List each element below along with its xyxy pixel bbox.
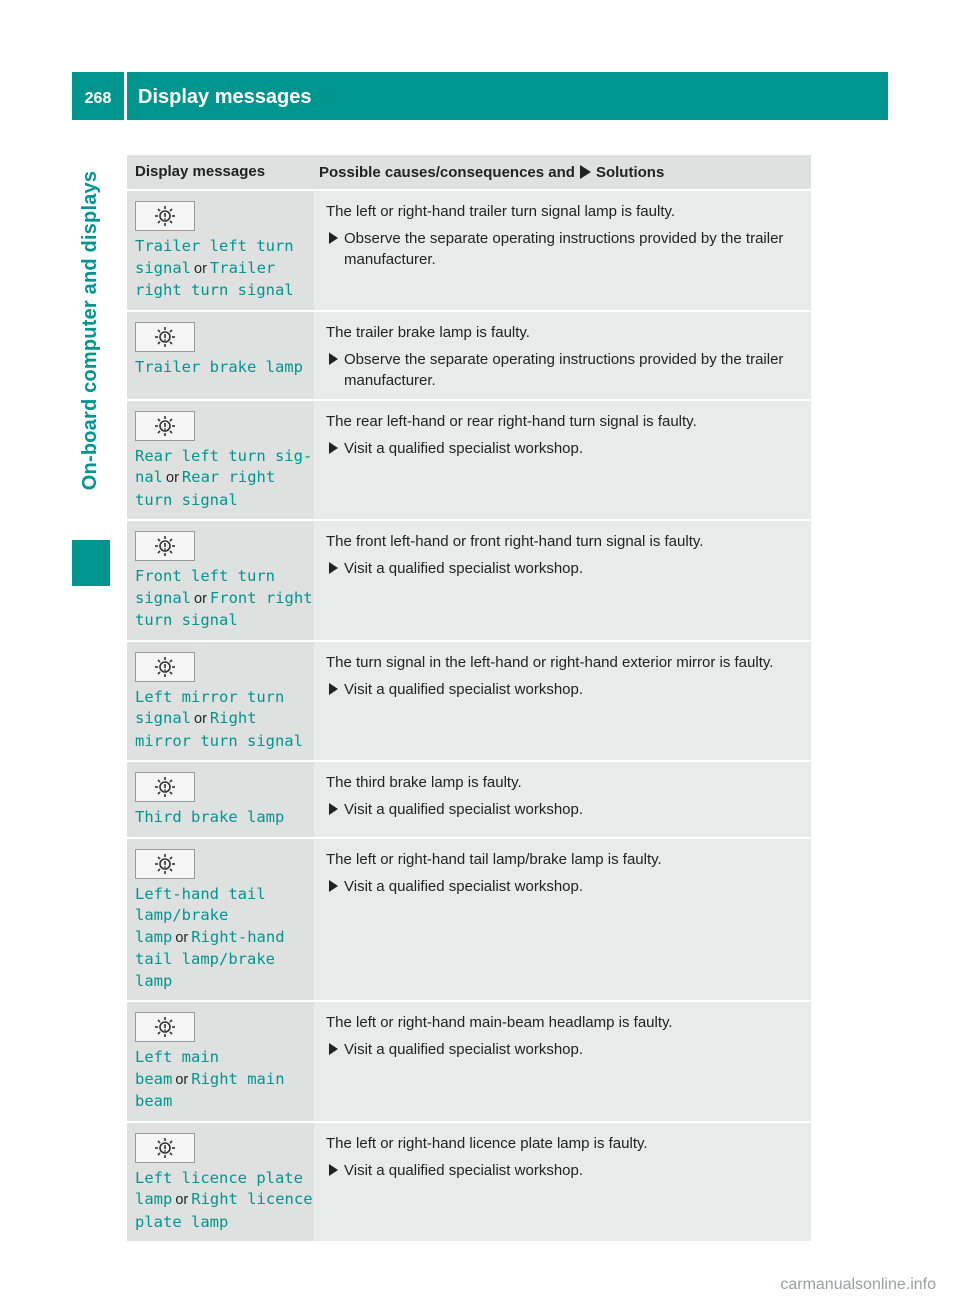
display-messages-table xyxy=(127,155,811,1241)
table-row xyxy=(127,760,811,837)
solution xyxy=(326,349,799,391)
cause-text: The front left-hand or front right-hand turn signal is faulty. xyxy=(326,533,704,550)
solution xyxy=(326,799,799,820)
col-header-causes xyxy=(307,155,811,189)
cause-cell xyxy=(314,762,811,837)
solution xyxy=(326,1039,799,1060)
message-primary: Trailer brake lamp xyxy=(135,357,303,376)
solution-text: Observe the separate operating instructions provided by the trailer manufacturer. xyxy=(344,350,784,389)
solution xyxy=(326,228,799,270)
display-message xyxy=(135,446,314,512)
display-message xyxy=(135,566,314,632)
message-primary: Left mirror turn signal xyxy=(135,687,285,727)
solution-text: Visit a qualified specialist workshop. xyxy=(344,439,584,457)
table-row xyxy=(127,399,811,520)
message-secondary: Right licence plate lamp xyxy=(135,1190,313,1231)
message-or: or xyxy=(194,711,207,727)
solution xyxy=(326,876,799,897)
watermark: carmanualsonline.info xyxy=(780,1276,936,1293)
cause-text: The left or right-hand tail lamp/brake lamp is faulty. xyxy=(326,850,662,868)
message-primary: Left main beam xyxy=(135,1048,219,1088)
message-secondary: Trailer right turn signal xyxy=(135,258,294,299)
side-marker-block xyxy=(72,540,110,586)
message-cell xyxy=(127,642,314,761)
solution-text: Visit a qualified specialist workshop. xyxy=(344,680,584,698)
arrow-right-icon xyxy=(580,165,591,179)
message-primary: Front left turn signal xyxy=(135,567,275,607)
table-row xyxy=(127,837,811,1001)
solution xyxy=(326,558,799,579)
cause-cell xyxy=(314,642,811,761)
message-or: or xyxy=(175,929,189,946)
message-cell xyxy=(127,762,314,837)
bulb-fault-icon xyxy=(135,531,195,561)
cause-cell xyxy=(314,1123,811,1242)
table-row xyxy=(127,1000,811,1121)
cause-cell xyxy=(314,191,811,310)
message-cell xyxy=(127,839,314,1001)
page-title: Display messages xyxy=(138,85,312,108)
side-section-label xyxy=(72,120,110,540)
message-secondary: Right-hand tail lamp/brake lamp xyxy=(135,927,285,990)
cause-text: The turn signal in the left-hand or right-hand exterior mirror is faulty. xyxy=(326,653,774,671)
arrow-right-icon xyxy=(329,353,338,365)
message-or: or xyxy=(166,470,179,486)
display-message xyxy=(135,357,314,379)
table-row xyxy=(127,640,811,761)
page-number: 268 xyxy=(84,90,112,107)
bulb-fault-icon xyxy=(135,772,195,802)
bulb-fault-icon xyxy=(135,411,195,441)
message-secondary: Front right turn signal xyxy=(135,588,313,629)
solution-text: Visit a qualified specialist workshop. xyxy=(344,1041,584,1058)
arrow-right-icon xyxy=(329,803,338,815)
cause-cell xyxy=(314,312,811,399)
table-row xyxy=(127,1121,811,1242)
bulb-fault-icon xyxy=(135,322,195,352)
arrow-right-icon xyxy=(329,1164,338,1176)
message-cell xyxy=(127,191,314,310)
table-row xyxy=(127,519,811,640)
cause-cell xyxy=(314,1002,811,1121)
display-message xyxy=(135,884,314,993)
arrow-right-icon xyxy=(329,442,338,454)
col-header-solutions-text: Solutions xyxy=(595,164,665,181)
arrow-right-icon xyxy=(329,1043,338,1055)
solution xyxy=(326,1160,799,1181)
message-primary: Third brake lamp xyxy=(135,808,285,826)
message-cell xyxy=(127,1123,314,1242)
table-header xyxy=(127,155,811,189)
message-cell xyxy=(127,1002,314,1121)
solution-text: Visit a qualified specialist workshop. xyxy=(344,877,584,895)
solution-text: Visit a qualified specialist workshop. xyxy=(344,560,584,577)
message-cell xyxy=(127,401,314,520)
bulb-fault-icon xyxy=(135,201,195,231)
message-cell xyxy=(127,312,314,399)
message-primary: Left licence plate lamp xyxy=(135,1168,303,1208)
message-or: or xyxy=(175,1071,189,1088)
solution-text: Visit a qualified specialist workshop. xyxy=(344,1161,584,1179)
message-secondary: Right mirror turn signal xyxy=(135,709,303,750)
arrow-right-icon xyxy=(329,562,338,574)
cause-text: The third brake lamp is faulty. xyxy=(326,774,522,791)
table-row xyxy=(127,189,811,310)
cause-text: The left or right-hand trailer turn signal lamp is faulty. xyxy=(326,203,676,220)
col-header-messages: Display messages xyxy=(135,163,266,180)
message-or: or xyxy=(194,260,207,277)
display-message xyxy=(135,1047,314,1113)
display-message xyxy=(135,236,314,302)
display-message xyxy=(135,1168,314,1234)
arrow-right-icon xyxy=(329,880,338,892)
bulb-fault-icon xyxy=(135,849,195,879)
bulb-fault-icon xyxy=(135,1133,195,1163)
col-header-causes-text: Possible causes/consequences and xyxy=(319,164,575,181)
cause-text: The trailer brake lamp is faulty. xyxy=(326,323,530,341)
bulb-fault-icon xyxy=(135,652,195,682)
arrow-right-icon xyxy=(329,683,338,695)
table-row xyxy=(127,310,811,399)
solution xyxy=(326,679,799,700)
cause-text: The rear left-hand or rear right-hand turn signal is faulty. xyxy=(326,412,697,430)
cause-text: The left or right-hand main-beam headlamp is faulty. xyxy=(326,1014,673,1031)
cause-text: The left or right-hand licence plate lamp is faulty. xyxy=(326,1134,648,1152)
page-header xyxy=(72,72,888,120)
display-message xyxy=(135,807,314,829)
solution-text: Observe the separate operating instructions provided by the trailer manufacturer. xyxy=(344,230,784,268)
message-cell xyxy=(127,521,314,640)
display-message xyxy=(135,687,314,753)
side-label-text: On-board computer and displays xyxy=(79,170,102,490)
bulb-fault-icon xyxy=(135,1012,195,1042)
message-primary: Rear left turn sig‐ nal xyxy=(135,446,313,486)
cause-cell xyxy=(314,401,811,520)
message-or: or xyxy=(194,590,207,607)
message-secondary: Rear right turn signal xyxy=(135,468,276,509)
message-primary: Trailer left turn signal xyxy=(135,237,294,277)
solution-text: Visit a qualified specialist workshop. xyxy=(344,801,584,818)
message-or: or xyxy=(175,1192,189,1208)
cause-cell xyxy=(314,521,811,640)
message-secondary: Right main beam xyxy=(135,1069,285,1110)
cause-cell xyxy=(314,839,811,1001)
arrow-right-icon xyxy=(329,232,338,244)
message-primary: Left-hand tail lamp/brake lamp xyxy=(135,884,266,946)
solution xyxy=(326,438,799,459)
